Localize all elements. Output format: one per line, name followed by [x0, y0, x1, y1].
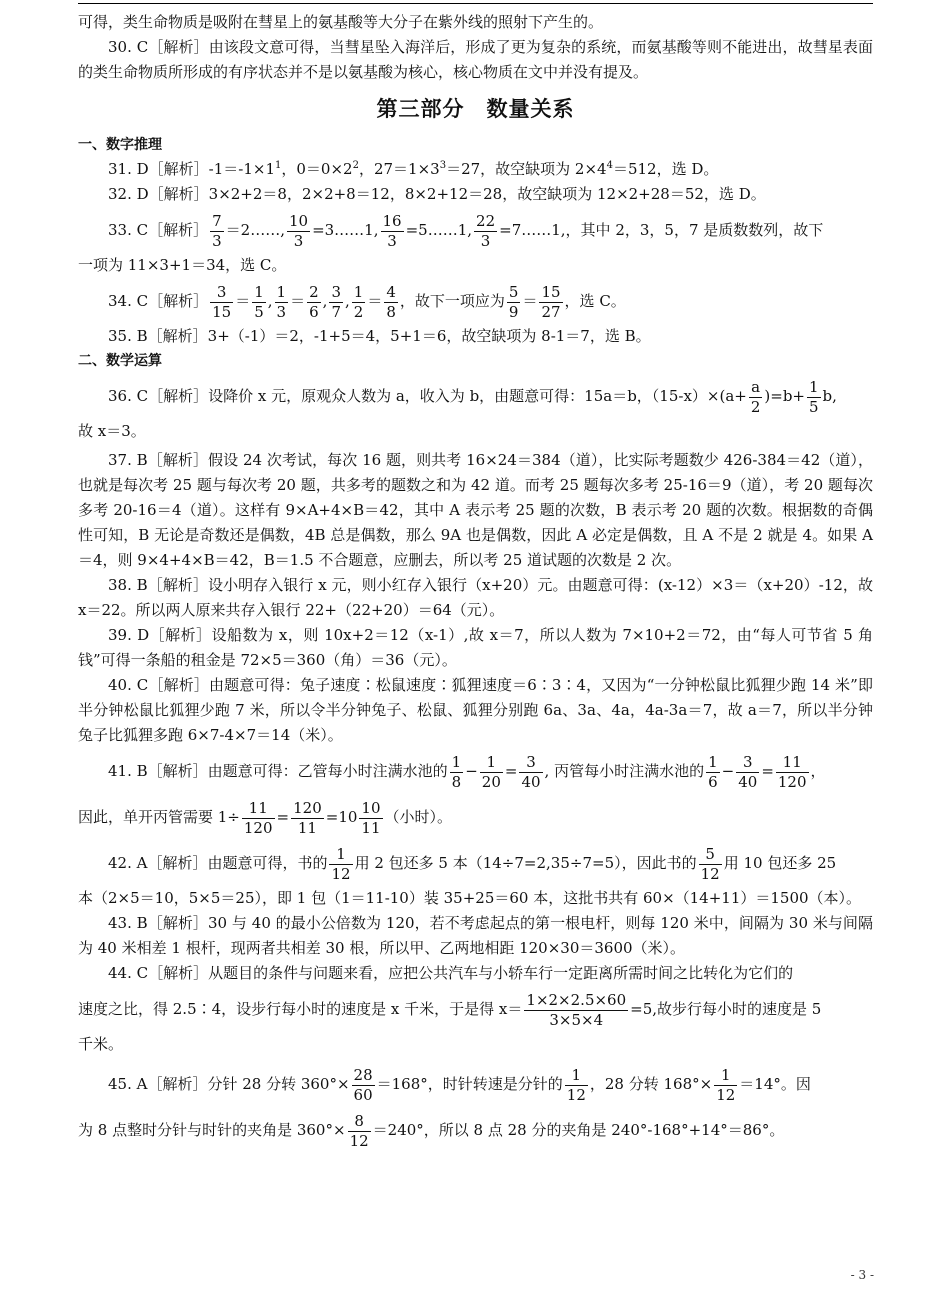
fraction: $\frac{22}{3}$ — [476, 211, 496, 250]
fraction: $\frac{1}{5}$ — [254, 282, 264, 321]
fraction: $\frac{11}{120}$ — [243, 798, 273, 837]
answer-33: 33. C［解析］ $\frac{7}{3}$ ＝2……, $\frac{10}{3}$ =3……1, $\frac{16}{3}$ =5……1, $\frac{22}{3}$ =7……1,，其中 2，3，5，7 是质数数列，故下 — [108, 211, 824, 250]
fraction: $\frac{1}{12}$ — [566, 1065, 586, 1104]
fraction: $\frac{28}{60}$ — [353, 1065, 373, 1104]
page-body — [78, 10, 873, 1153]
page-number: - 3 - — [850, 1268, 874, 1282]
fraction: $\frac{3}{40}$ — [738, 752, 758, 791]
fraction: $\frac{1}{8}$ — [451, 752, 462, 791]
answer-42-cont: 本（2×5＝10，5×5＝25），即 1 包（1＝11-10）装 35+25＝60 本，这批书共有 60×（14+11）＝1500（本）。 — [78, 889, 862, 907]
fraction: $\frac{3}{40}$ — [521, 752, 541, 791]
fraction: $\frac{3}{7}$ — [331, 282, 341, 321]
answer-42: 42. A［解析］由题意可得，书的 $\frac{1}{12}$ 用 2 包还多 5 本（14÷7=2,35÷7=5），因此书的 $\frac{5}{12}$ 用 10 包还多 25 — [108, 844, 837, 883]
fraction: $\frac{2}{6}$ — [309, 282, 319, 321]
answer-35: 35. B［解析］3+（-1）＝2，-1+5＝4，5+1＝6，故空缺项为 8-1＝7，选 B。 — [108, 327, 651, 345]
fraction: $\frac{120}{11}$ — [293, 798, 322, 837]
answer-36-cont: 故 x＝3。 — [78, 422, 146, 440]
fraction: $\frac{7}{3}$ — [212, 211, 222, 250]
answer-31: 31. D［解析$]-1=-1\times 1^1$，$0=0\times 2^2$，$27=1\times 3^3=27$，故空缺项为 $2\times 4^4=512$，选 D。 — [108, 160, 719, 178]
answer-45: 45. A［解析］分针 28 分转 360°× $\frac{28}{60}$ ＝168°，时针转速是分针的 $\frac{1}{12}$ ，28 分转 168°× $\frac{1}{12}$ ＝14°。因 — [108, 1065, 811, 1104]
fraction: $\frac{3}{15}$ — [212, 282, 232, 321]
answer-39: 39. D［解析］设船数为 x，则 10x+2＝12（x-1）,故 x＝7，所以人数为 7×10+2＝72，由“每人可节省 5 角钱”可得一条船的租金是 72×5＝360（角）＝36（元）。 — [78, 626, 873, 669]
answer-44-cont: 千米。 — [78, 1035, 124, 1053]
fraction: $\frac{1}{5}$ — [809, 377, 819, 416]
fraction: $\frac{1}{2}$ — [353, 282, 364, 321]
answer-36: 36. C［解析］设降价 x 元，原观众人数为 a，收入为 b，由题意可得：15a＝b，（15-x）×(a+ $\frac{a}{2}$ )=b+ $\frac{1}{5}$ b, — [108, 377, 837, 416]
answer-34: 34. C［解析］ $\frac{3}{15}$ ＝ $\frac{1}{5}$ , $\frac{1}{3}$ ＝ $\frac{2}{6}$ , $\frac{3}{7}$ , $\frac{1}{2}$ ＝ $\frac{4}{8}$ ，故下一项应为 $\frac{5}{9}$ ＝ $\frac{15}{27}$ ，选 C。 — [108, 282, 626, 321]
fraction: $\frac{a}{2}$ — [750, 377, 761, 416]
subsection-number-reasoning: 一、数字推理 — [78, 137, 162, 153]
fraction: $\frac{5}{12}$ — [700, 844, 720, 883]
answer-32: 32. D［解析］3×2+2＝8，2×2+8＝12，8×2+12＝28，故空缺项为 12×2+28＝52，选 D。 — [108, 185, 766, 203]
answer-40: 40. C［解析］由题意可得：兔子速度∶松鼠速度∶狐狸速度＝6∶3∶4，又因为“一分钟松鼠比狐狸少跑 14 米”即半分钟松鼠比狐狸少跑 7 米，所以令半分钟兔子、松鼠、狐狸分别跑 6a、3a、4a，4a-3a＝7，故 a＝7，所以半分钟兔子比狐狸多跑 6×7-4×7＝14（米）。 — [78, 676, 873, 744]
fraction: $\frac{1}{20}$ — [481, 752, 501, 791]
answer-41: 41. B［解析］由题意可得：乙管每小时注满水池的 $\frac{1}{8}$ − $\frac{1}{20}$ = $\frac{3}{40}$ , 丙管每小时注满水池的 $\frac{1}{6}$ − $\frac{3}{40}$ = $\frac{11}{120}$ ， — [108, 752, 826, 791]
fraction: $\frac{1}{6}$ — [708, 752, 718, 791]
fraction: $\frac{1}{12}$ — [331, 844, 351, 883]
fraction: $\frac{8}{12}$ — [349, 1111, 369, 1150]
answer-38: 38. B［解析］设小明存入银行 x 元，则小红存入银行（x+20）元。由题意可得：(x-12）×3＝（x+20）-12，故 x＝22。所以两人原来共存入银行 22+（22+20）＝64（元）。 — [78, 576, 873, 619]
answer-45-cont: 为 8 点整时分针与时针的夹角是 360°× $\frac{8}{12}$ ＝240°，所以 8 点 28 分的夹角是 240°-168°+14°＝86°。 — [78, 1111, 785, 1150]
answer-41-cont: 因此，单开丙管需要 1÷ $\frac{11}{120}$ = $\frac{120}{11}$ =10 $\frac{10}{11}$ （小时）。 — [78, 798, 453, 837]
fraction: $\frac{10}{11}$ — [361, 798, 381, 837]
fraction: $\frac{11}{120}$ — [777, 752, 807, 791]
fraction: $\frac{10}{3}$ — [288, 211, 309, 250]
answer-30: 30. C［解析］由该段文意可得，当彗星坠入海洋后，形成了更为复杂的系统，而氨基酸等则不能进出，故彗星表面的类生命物质所形成的有序状态并不是以氨基酸为核心，核心物质在文中并没有提及。 — [78, 38, 873, 81]
answer-44: 44. C［解析］从题目的条件与问题来看，应把公共汽车与小轿车行一定距离所需时间之比转化为它们的 — [108, 964, 794, 982]
fraction: $\frac{1}{3}$ — [276, 282, 287, 321]
intro-tail: 可得，类生命物质是吸附在彗星上的氨基酸等大分子在紫外线的照射下产生的。 — [78, 13, 604, 31]
fraction: $\frac{1\times 2\times 2.5\times 60}{3\times 5\times 4}$ — [526, 990, 627, 1029]
fraction: $\frac{16}{3}$ — [382, 211, 402, 250]
answer-44-formula-line: 速度之比，得 2.5∶4，设步行每小时的速度是 x 千米，于是得 x＝ $\frac{1\times 2\times 2.5\times 60}{3\times 5\times 4}$ =5,故步行每小时的速度是 5 — [78, 990, 822, 1029]
fraction: $\frac{15}{27}$ — [541, 282, 561, 321]
subsection-math-operations: 二、数学运算 — [78, 353, 162, 369]
answer-43: 43. B［解析］30 与 40 的最小公倍数为 120，若不考虑起点的第一根电杆，则每 120 米中，间隔为 30 米与间隔为 40 米相差 1 根杆，现两者共相差 30 根，所以甲、乙两地相距 120×30＝3600（米）。 — [78, 914, 873, 957]
fraction: $\frac{4}{8}$ — [386, 282, 396, 321]
answer-37: 37. B［解析］假设 24 次考试，每次 16 题，则共考 16×24＝384（道），比实际考题数少 426-384＝42（道），也就是每次考 25 题与每次考 20 题，共多考的题数之和为 42 道。而考 25 题每次多考 25-16＝9（道），考 20 题每次多考 20-16＝4（道）。这样有 9×A+4×B＝42，其中 A 表示考 25 题的次数，B 表示考 20 题的次数。根据数的奇偶性可知，B 无论是奇数还是偶数，4B 总是偶数，那么 9A 也是偶数，因此 A 必定是偶数，且 A 不是 2 就是 4。如果 A＝4，则 9×4+4×B＝42，B＝1.5 不合题意，应删去，所以考 25 道试题的次数是 2 次。 — [78, 451, 873, 569]
fraction: $\frac{1}{12}$ — [716, 1065, 736, 1104]
answer-33-cont: 一项为 11×3+1＝34，选 C。 — [78, 256, 287, 274]
fraction: $\frac{5}{9}$ — [508, 282, 519, 321]
header-rule — [78, 3, 873, 4]
section-title: 第三部分 数量关系 — [376, 97, 575, 121]
